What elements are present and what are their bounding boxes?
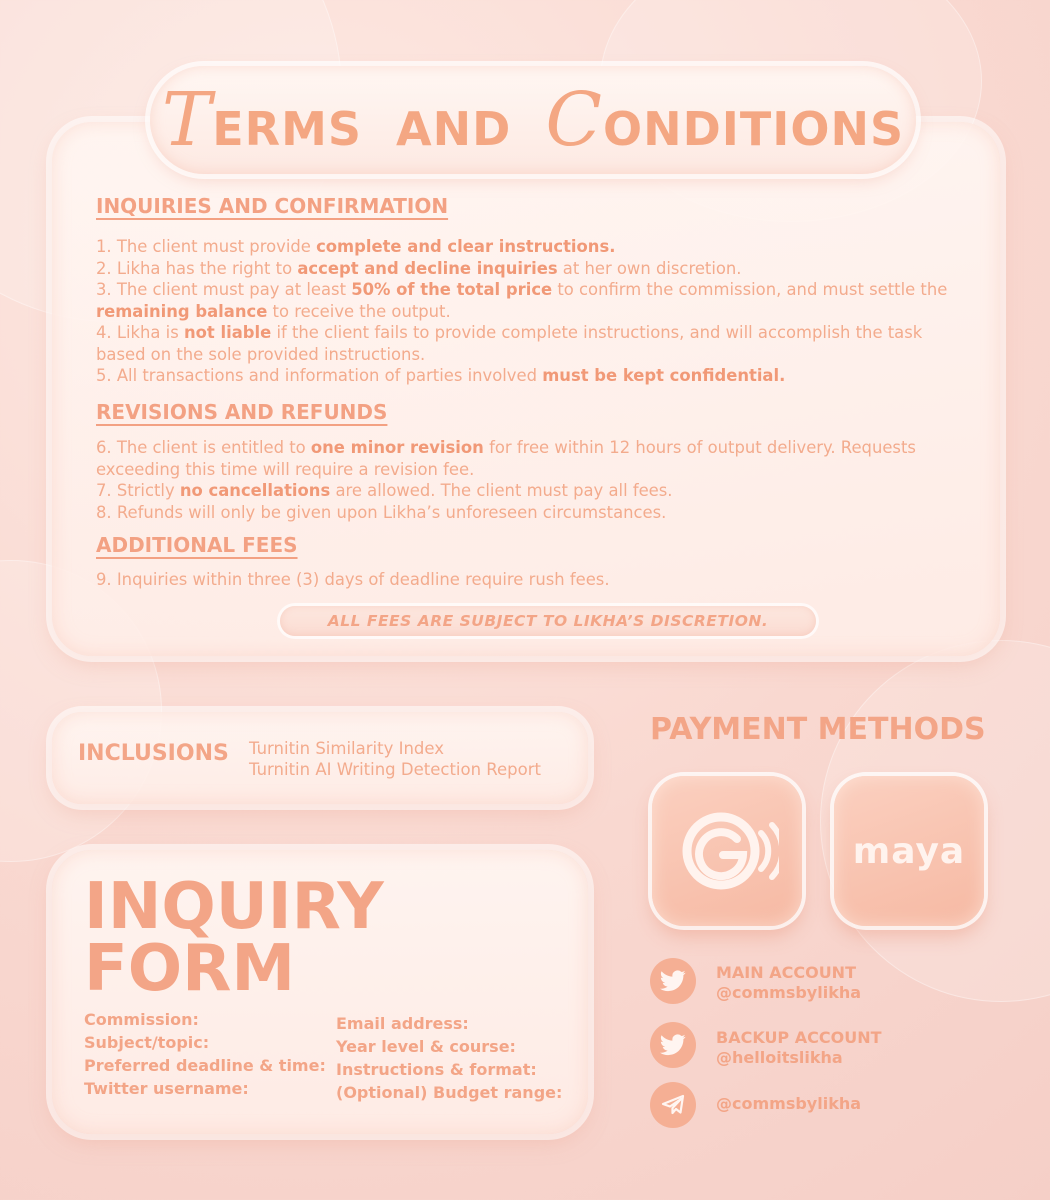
gcash-logo-icon [652,776,802,926]
inclusion-item: Turnitin AI Writing Detection Report [249,760,541,779]
term-item: 2. Likha has the right to accept and decline inquiries at her own discretion. [96,258,742,278]
maya-logo-text: maya [852,830,966,872]
term-item: 7. Strictly no cancellations are allowed. The client must pay all fees. [96,481,673,500]
section-heading-fees: ADDITIONAL FEES [96,533,298,557]
form-field-label: Email address: [336,1014,469,1033]
term-item: 8. Refunds will only be given upon Likha’s unforeseen circumstances. [96,502,667,522]
form-field-label: Subject/topic: [84,1033,210,1052]
terms-list-revisions [96,437,976,523]
term-item: 6. The client is entitled to one minor revision for free within 12 hours of output delivery. Requests exceeding this time will require a revision fee. [96,438,916,479]
terms-title: TERMS AND CONDITIONS [150,66,916,174]
inclusions-label: INCLUSIONS [78,741,229,766]
section-heading-inquiries: INQUIRIES AND CONFIRMATION [96,194,449,218]
backup-account-label: BACKUP ACCOUNT [716,1028,882,1047]
telegram-icon[interactable] [650,1082,696,1128]
terms-list-inquiries [96,236,976,387]
telegram-handle[interactable]: @commsbylikha [716,1094,862,1113]
term-item: 1. The client must provide complete and clear instructions. [96,237,616,256]
payment-methods-title: PAYMENT METHODS [650,712,986,747]
form-field-label: Twitter username: [84,1079,249,1098]
term-item: 3. The client must pay at least 50% of the total price to confirm the commission, and must settle the remaining balance to receive the output. [96,280,948,321]
term-item: 4. Likha is not liable if the client fails to provide complete instructions, and will accomplish the task based on the sole provided instructions. [96,323,923,364]
form-field-label: Commission: [84,1010,199,1029]
main-account-handle[interactable]: @commsbylikha [716,983,862,1002]
maya-logo-icon [834,776,984,926]
inquiry-form-title: INQUIRY FORM [84,870,384,1006]
term-item: 5. All transactions and information of parties involved must be kept confidential. [96,366,786,385]
term-item: 9. Inquiries within three (3) days of deadline require rush fees. [96,570,610,589]
twitter-icon[interactable] [650,958,696,1004]
twitter-icon[interactable] [650,1022,696,1068]
form-field-label: Year level & course: [336,1037,516,1056]
terms-list-fees [96,569,976,591]
inclusions-list [249,738,541,780]
form-fields-left [84,1008,326,1100]
section-heading-revisions: REVISIONS AND REFUNDS [96,400,388,424]
main-account-label: MAIN ACCOUNT [716,963,856,982]
inclusion-item: Turnitin Similarity Index [249,739,445,758]
backup-account-handle[interactable]: @helloitslikha [716,1048,843,1067]
form-field-label: (Optional) Budget range: [336,1083,563,1102]
form-field-label: Instructions & format: [336,1060,537,1079]
discretion-note: ALL FEES ARE SUBJECT TO LIKHA’S DISCRETION. [280,606,816,636]
form-fields-right [336,1012,562,1104]
form-field-label: Preferred deadline & time: [84,1056,326,1075]
